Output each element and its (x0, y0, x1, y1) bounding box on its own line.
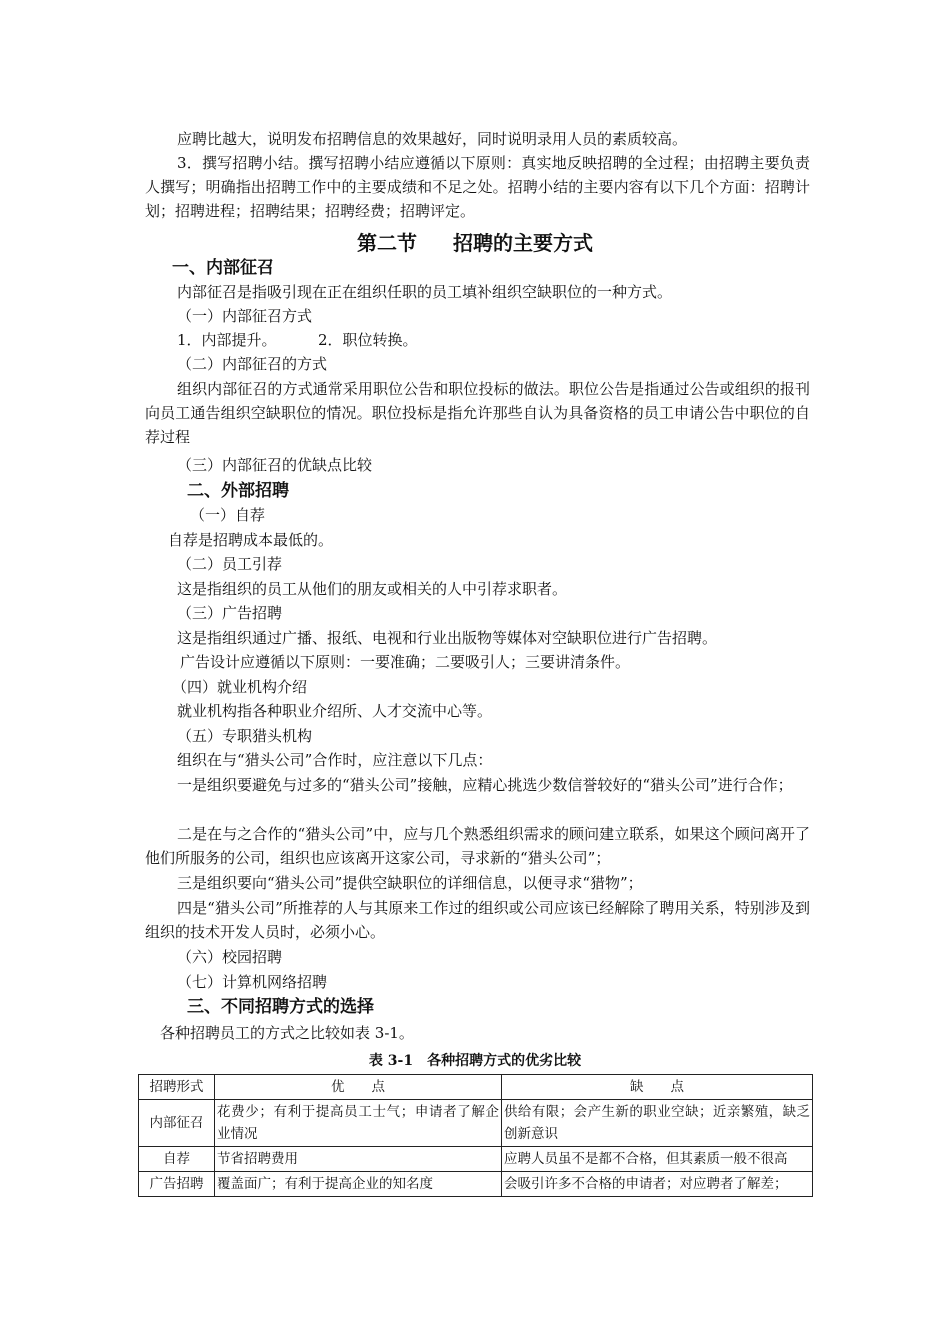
subheading-referral: （二）员工引荐 (177, 555, 283, 573)
table-row (139, 1100, 813, 1147)
heading-internal: 一、内部征召 (172, 258, 274, 278)
table-header-cell: 缺 点 (502, 1075, 813, 1100)
paragraph-ads-1: 这是指组织通过广播、报纸、电视和行业出版物等媒体对空缺职位进行广告招聘。 (177, 629, 718, 647)
heading-external: 二、外部招聘 (187, 481, 289, 501)
paragraph-headhunter-3: 三是组织要向“猎头公司”提供空缺职位的详细信息，以便寻求“猎物”； (177, 874, 643, 892)
paragraph-headhunter-4: 四是“猎头公司”所推荐的人与其原来工作过的组织或公司应该已经解除了聘用关系，特别涉及到组织的技术开发人员时，必须小心。 (145, 899, 810, 941)
table-row (139, 1147, 813, 1172)
subheading-self-recommend: （一）自荐 (190, 506, 266, 524)
table-cell-cons: 会吸引许多不合格的申请者；对应聘者了解差； (502, 1172, 813, 1197)
subheading-campus: （六）校园招聘 (177, 948, 283, 966)
paragraph-headhunter-2: 二是在与之合作的“猎头公司”中，应与几个熟悉组织需求的顾问建立联系，如果这个顾问离开了他们所服务的公司，组织也应该离开这家公司，寻求新的“猎头公司”； (145, 825, 810, 867)
subheading-internal-compare: （三）内部征召的优缺点比较 (177, 456, 373, 474)
paragraph-headhunter-intro: 组织在与“猎头公司”合作时，应注意以下几点： (177, 751, 493, 769)
subheading-ads: （三）广告招聘 (177, 604, 283, 622)
subheading-headhunter: （五）专职猎头机构 (177, 727, 313, 745)
table-cell-pros: 覆盖面广；有利于提高企业的知名度 (215, 1172, 502, 1197)
paragraph-internal-method: 组织内部征召的方式通常采用职位公告和职位投标的做法。职位公告是指通过公告或组织的报刊向员工通告组织空缺职位的情况。职位投标是指允许那些自认为具备资格的员工申请公告中职位的自荐过程 (145, 380, 810, 446)
paragraph-summary: 3．撰写招聘小结。撰写招聘小结应遵循以下原则：真实地反映招聘的全过程；由招聘主要负责人撰写；明确指出招聘工作中的主要成绩和不足之处。招聘小结的主要内容有以下几个方面：招聘计划；招聘进程；招聘结果；招聘经费；招聘评定。 (145, 154, 810, 220)
table-cell-method: 自荐 (139, 1147, 215, 1172)
paragraph-headhunter-1: 一是组织要避免与过多的“猎头公司”接触，应精心挑选少数信誉较好的“猎头公司”进行合作； (177, 776, 793, 794)
table-row (139, 1172, 813, 1197)
table-cell-cons: 应聘人员虽不是都不合格，但其素质一般不很高 (502, 1147, 813, 1172)
subheading-internal-method: （二）内部征召的方式 (177, 355, 328, 373)
table-cell-method: 广告招聘 (139, 1172, 215, 1197)
subheading-online: （七）计算机网络招聘 (177, 973, 328, 991)
section-name: 招聘的主要方式 (453, 231, 593, 255)
subheading-agency: （四）就业机构介绍 (172, 678, 308, 696)
table-header-cell: 招聘形式 (139, 1075, 215, 1100)
table-header-row (139, 1075, 813, 1100)
paragraph-self-recommend: 自荐是招聘成本最低的。 (168, 531, 334, 549)
heading-choice: 三、不同招聘方式的选择 (187, 997, 374, 1017)
table-cell-pros: 花费少；有利于提高员工士气；申请者了解企业情况 (215, 1100, 502, 1147)
section-title (0, 229, 950, 257)
paragraph-internal-definition: 内部征召是指吸引现在正在组织任职的员工填补组织空缺职位的一种方式。 (177, 283, 673, 301)
item-transfer: 2．职位转换。 (318, 331, 418, 349)
comparison-table (138, 1074, 813, 1197)
table-header-cell: 优 点 (215, 1075, 502, 1100)
paragraph-agency: 就业机构指各种职业介绍所、人才交流中心等。 (177, 702, 493, 720)
table-caption: 表 3-1 各种招聘方式的优劣比较 (368, 1053, 582, 1069)
paragraph-top-1: 应聘比越大，说明发布招聘信息的效果越好，同时说明录用人员的素质较高。 (177, 130, 688, 148)
paragraph-ads-2: 广告设计应遵循以下原则：一要准确；二要吸引人；三要讲清条件。 (180, 653, 631, 671)
table-cell-method: 内部征召 (139, 1100, 215, 1147)
table-cell-cons: 供给有限；会产生新的职业空缺；近亲繁殖，缺乏创新意识 (502, 1100, 813, 1147)
item-promotion: 1．内部提升。 (177, 331, 277, 349)
paragraph-choice: 各种招聘员工的方式之比较如表 3-1。 (160, 1024, 414, 1042)
section-number: 第二节 (357, 231, 417, 255)
paragraph-referral: 这是指组织的员工从他们的朋友或相关的人中引荐求职者。 (177, 580, 568, 598)
table-cell-pros: 节省招聘费用 (215, 1147, 502, 1172)
subheading-internal-ways: （一）内部征召方式 (177, 307, 313, 325)
